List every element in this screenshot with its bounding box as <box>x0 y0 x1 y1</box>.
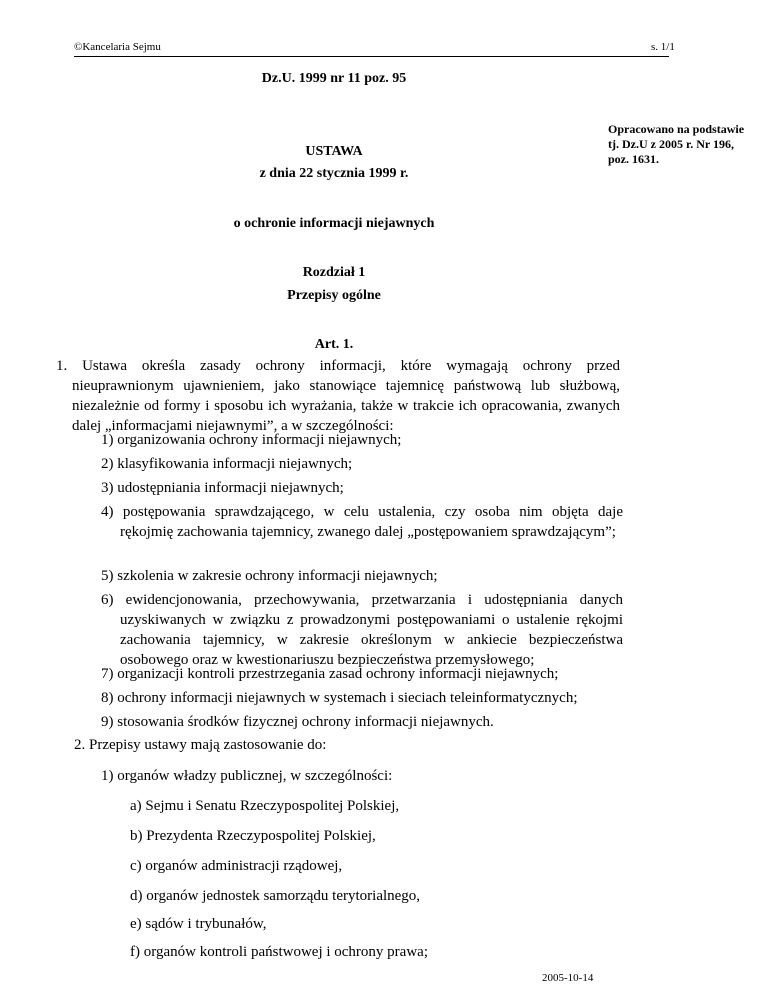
sub-item: e) sądów i trybunałów, <box>130 916 267 932</box>
chapter-title: Przepisy ogólne <box>287 288 381 303</box>
list-item: 1) organizowania ochrony informacji niejawnych; <box>101 432 402 448</box>
list-item: 3) udostępniania informacji niejawnych; <box>101 480 344 496</box>
sub-item: d) organów jednostek samorządu terytorialnego, <box>130 888 421 904</box>
list-item: 5) szkolenia w zakresie ochrony informacji niejawnych; <box>101 568 438 584</box>
list-item: 8) ochrony informacji niejawnych w systemach i sieciach teleinformatycznych; <box>101 690 578 706</box>
header-source: ©Kancelaria Sejmu <box>74 41 161 53</box>
footer-date: 2005-10-14 <box>542 972 594 984</box>
header-rule <box>74 56 669 57</box>
sub-item: c) organów administracji rządowej, <box>130 858 343 874</box>
sub-item: a) Sejmu i Senatu Rzeczypospolitej Polskiej, <box>130 798 400 814</box>
list-item: 1) organów władzy publicznej, w szczególności: <box>101 768 393 784</box>
document-subject: o ochronie informacji niejawnych <box>233 216 435 231</box>
citation: Dz.U. 1999 nr 11 poz. 95 <box>261 71 407 86</box>
document-date: z dnia 22 stycznia 1999 r. <box>259 166 409 181</box>
header-page-number: s. 1/1 <box>651 41 675 53</box>
sub-item: f) organów kontroli państwowej i ochrony prawa; <box>130 944 428 960</box>
list-item: 9) stosowania środków fizycznej ochrony informacji niejawnych. <box>101 714 494 730</box>
list-item: 6) ewidencjonowania, przechowywania, przetwarzania i udostępniania danych uzyskiwanych w związku z prowadzonymi postępowaniami o ustalenie rękojmi zachowania tajemnicy, w zakresie określonym w ankiecie bezpieczeństwa osobowego oraz w kwestionariuszu bezpieczeństwa przemysłowego; <box>101 592 623 668</box>
sub-item: b) Prezydenta Rzeczypospolitej Polskiej, <box>130 828 376 844</box>
list-item: 4) postępowania sprawdzającego, w celu ustalenia, czy osoba nim objęta daje rękojmię zachowania tajemnicy, zwanego dalej „postępowaniem sprawdzającym”; <box>101 504 623 540</box>
document-type: USTAWA <box>305 144 363 159</box>
chapter-number: Rozdział 1 <box>302 265 366 280</box>
list-item: 7) organizacji kontroli przestrzegania zasad ochrony informacji niejawnych; <box>101 666 559 682</box>
side-note: Opracowano na podstawie tj. Dz.U z 2005 r. Nr 196, poz. 1631. <box>608 122 745 166</box>
paragraph-1: 1. Ustawa określa zasady ochrony informacji, które wymagają ochrony przed nieuprawnionym ujawnieniem, jako stanowiące tajemnicę państwową lub służbową, niezależnie od formy i sposobu ich wyrażania, także w trakcie ich opracowania, zwanych dalej „informacjami niejawnymi”, a w szczególności: <box>56 358 620 434</box>
list-item: 2) klasyfikowania informacji niejawnych; <box>101 456 353 472</box>
article-number: Art. 1. <box>314 337 354 352</box>
paragraph-2: 2. Przepisy ustawy mają zastosowanie do: <box>74 737 327 753</box>
